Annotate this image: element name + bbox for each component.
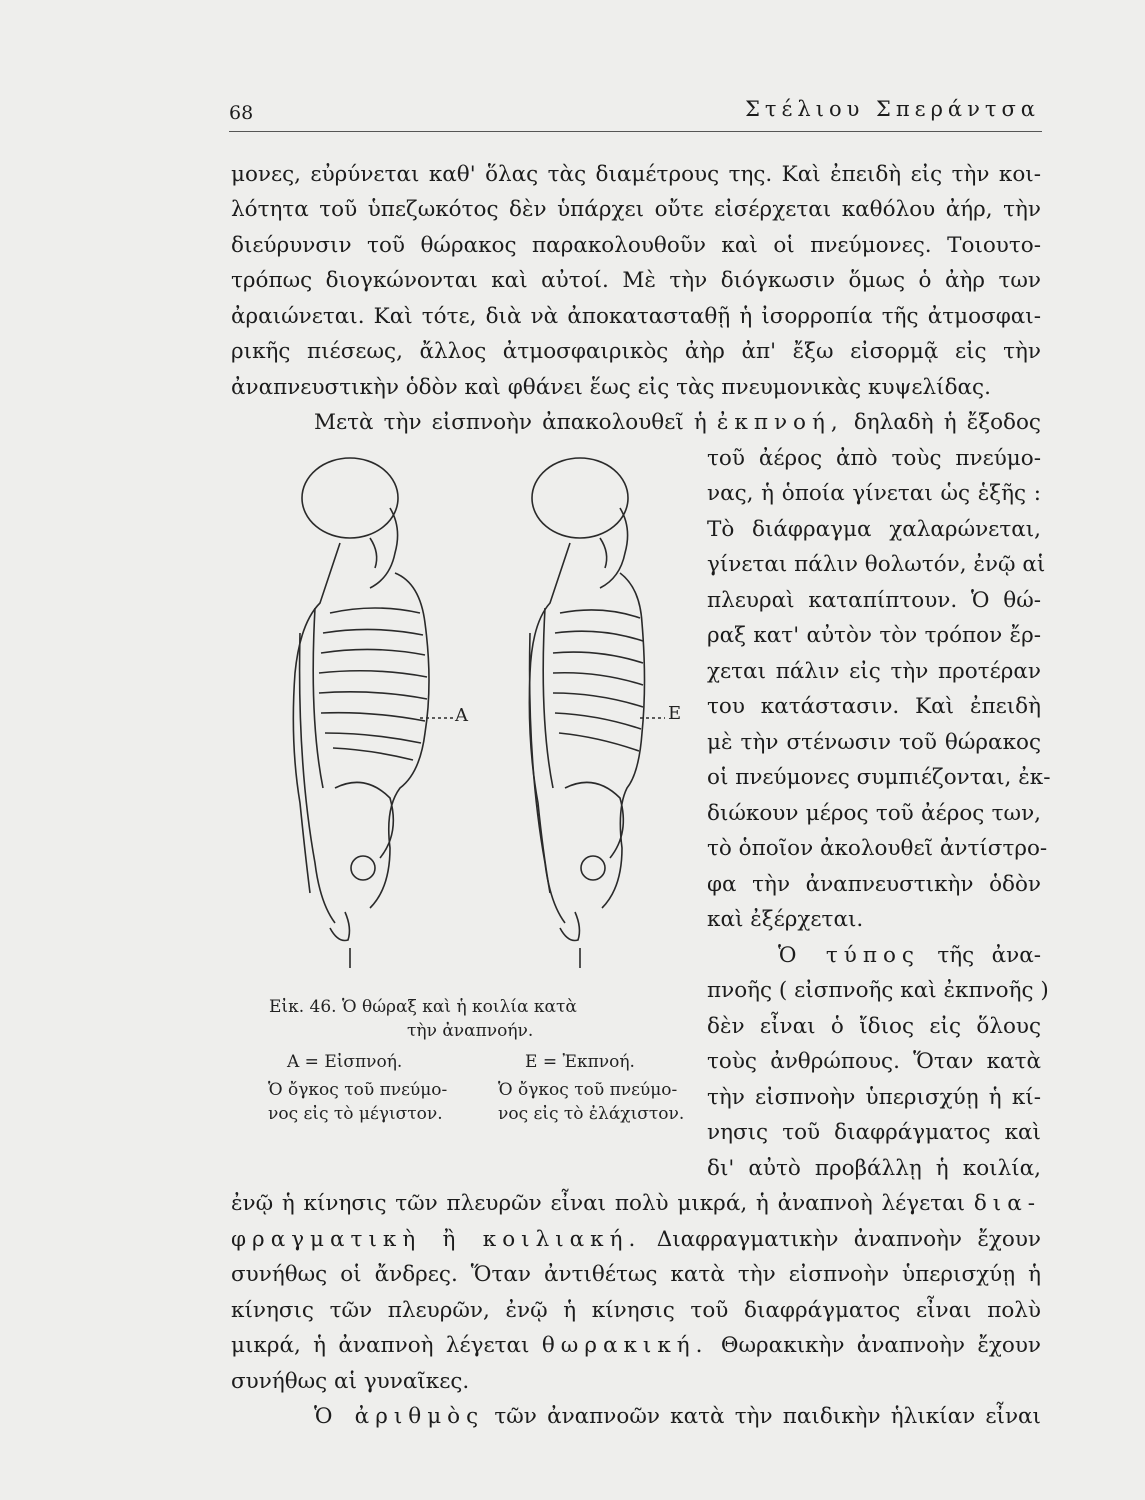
text-line: διεύρυνσιν τοῦ θώρακος παρακολουθοῦν καὶ οἱ πνεύμονες. Τοιουτο- bbox=[231, 233, 1041, 258]
text-line: λότητα τοῦ ὑπεζωκότος δὲν ὑπάρχει οὔτε εἰσέρχεται καθόλου ἀήρ, τὴν bbox=[231, 197, 1041, 222]
skeleton-illustration bbox=[255, 448, 700, 988]
text-run: ἐνῷ ἡ κίνησις τῶν πλευρῶν εἶναι πολὺ μικρά, ἡ ἀναπνοὴ λέγεται bbox=[231, 1191, 966, 1216]
spaced-term: Ὁ ἀριθμὸς bbox=[314, 1404, 485, 1429]
running-title: Στέλιου Σπεράντσα bbox=[745, 97, 1040, 121]
text-line: δι' αὐτὸ προβάλλῃ ἡ κοιλία, bbox=[707, 1156, 1041, 1181]
text-line: διώκουν μέρος τοῦ ἀέρος των, bbox=[707, 801, 1041, 826]
text-line: πλευραὶ καταπίπτουν. Ὁ θώ- bbox=[707, 588, 1041, 613]
page-number: 68 bbox=[229, 102, 254, 124]
legend-a: Α = Εἰσπνοή. bbox=[287, 1052, 403, 1072]
note-a: νος εἰς τὸ μέγιστον. bbox=[268, 1104, 443, 1124]
text-line: οἱ πνεύμονες συμπιέζονται, ἐκ- bbox=[707, 765, 1051, 790]
text-line: νησις τοῦ διαφράγματος καὶ bbox=[707, 1120, 1041, 1145]
text-line bbox=[314, 1401, 1041, 1433]
note-e: νος εἰς τὸ ἐλάχιστον. bbox=[498, 1104, 685, 1124]
text-line: κίνησις τῶν πλευρῶν, ἐνῷ ἡ κίνησις τοῦ διαφράγματος εἶναι πολὺ bbox=[231, 1298, 1041, 1323]
text-line bbox=[231, 1188, 1041, 1220]
spaced-term: Ὁ τύπος bbox=[778, 943, 920, 968]
text-line: μὲ τὴν στένωσιν τοῦ θώρακος bbox=[707, 730, 1041, 755]
text-line: πνοῆς ( εἰσπνοῆς καὶ ἐκπνοῆς ) bbox=[707, 978, 1049, 1003]
spaced-term: φραγματικὴ ἢ κοιλιακή. bbox=[231, 1227, 642, 1252]
text-line: Τὸ διάφραγμα χαλαρώνεται, bbox=[707, 517, 1041, 542]
text-line: ἀραιώνεται. Καὶ τότε, διὰ νὰ ἀποκατασταθῇ ἡ ἰσορροπία τῆς ἀτμοσφαι- bbox=[231, 304, 1041, 329]
text-line: ρικῆς πιέσεως, ἄλλος ἀτμοσφαιρικὸς ἀὴρ ἀπ' ἔξω εἰσορμᾷ εἰς τὴν bbox=[231, 339, 1041, 364]
skeleton-figure-a bbox=[293, 458, 455, 968]
text-line: νας, ἡ ὁποία γίνεται ὡς ἑξῆς : bbox=[707, 481, 1041, 506]
text-line: γίνεται πάλιν θολωτόν, ἐνῷ αἱ bbox=[707, 552, 1046, 577]
text-line: τοὺς ἀνθρώπους. Ὅταν κατὰ bbox=[707, 1049, 1041, 1074]
figure-label-e: E bbox=[668, 703, 682, 724]
figure-caption-line1: Εἰκ. 46. Ὁ θώραξ καὶ ἡ κοιλία κατὰ bbox=[269, 997, 577, 1017]
text-line bbox=[231, 1330, 1041, 1362]
figure-label-a: A bbox=[455, 705, 468, 726]
note-a: Ὁ ὄγκος τοῦ πνεύμο- bbox=[268, 1080, 448, 1100]
text-run: Μετὰ τὴν εἰσπνοὴν ἀπακολουθεῖ ἡ bbox=[314, 410, 707, 435]
spaced-term: δια- bbox=[973, 1191, 1041, 1216]
text-line: τρόπως διογκώνονται καὶ αὐτοί. Μὲ τὴν διόγκωσιν ὅμως ὁ ἀὴρ των bbox=[231, 268, 1041, 293]
text-line: χεται πάλιν εἰς τὴν προτέραν bbox=[707, 659, 1041, 684]
text-line: μονες, εὐρύνεται καθ' ὅλας τὰς διαμέτρους της. Καὶ ἐπειδὴ εἰς τὴν κοι- bbox=[231, 162, 1041, 187]
note-e: Ὁ ὄγκος τοῦ πνεύμο- bbox=[498, 1080, 678, 1100]
text-line: τὴν εἰσπνοὴν ὑπερισχύῃ ἡ κί- bbox=[707, 1085, 1041, 1110]
text-line: συνήθως αἱ γυναῖκες. bbox=[231, 1369, 470, 1394]
text-run: μικρά, ἡ ἀναπνοὴ λέγεται bbox=[231, 1333, 530, 1358]
text-line: φα τὴν ἀναπνευστικὴν ὁδὸν bbox=[707, 872, 1041, 897]
text-run: τῆς ἀνα- bbox=[937, 943, 1041, 968]
text-line: τὸ ὁποῖον ἀκολουθεῖ ἀντίστρο- bbox=[707, 836, 1048, 861]
text-line: καὶ ἐξέρχεται. bbox=[707, 907, 864, 932]
text-line bbox=[231, 1224, 1041, 1256]
text-run: Διαφραγματικὴν ἀναπνοὴν ἔχουν bbox=[656, 1227, 1041, 1252]
text-line: τοῦ ἀέρος ἀπὸ τοὺς πνεύμο- bbox=[707, 446, 1041, 471]
text-line: συνήθως οἱ ἄνδρες. Ὅταν ἀντιθέτως κατὰ τὴν εἰσπνοὴν ὑπερισχύῃ ἡ bbox=[231, 1262, 1041, 1287]
text-run: Θωρακικὴν ἀναπνοὴν ἔχουν bbox=[720, 1333, 1041, 1358]
text-line: ραξ κατ' αὐτὸν τὸν τρόπον ἔρ- bbox=[707, 623, 1041, 648]
text-run: τῶν ἀναπνοῶν κατὰ τὴν παιδικὴν ἡλικίαν εἶναι bbox=[494, 1404, 1041, 1429]
text-line: ἀναπνευστικὴν ὁδὸν καὶ φθάνει ἕως εἰς τὰς πνευμονικὰς κυψελίδας. bbox=[231, 375, 991, 400]
header-rule bbox=[229, 131, 1042, 132]
figure-caption-line2: τὴν ἀναπνοήν. bbox=[407, 1021, 534, 1041]
text-line: δὲν εἶναι ὁ ἴδιος εἰς ὅλους bbox=[707, 1014, 1041, 1039]
text-line bbox=[314, 407, 1041, 439]
text-line: του κατάστασιν. Καὶ ἐπειδὴ bbox=[707, 694, 1041, 719]
figure-46 bbox=[255, 448, 700, 988]
spaced-term: θωρακική. bbox=[541, 1333, 709, 1358]
text-line bbox=[778, 940, 1041, 972]
legend-e: Ε = Ἐκπνοή. bbox=[525, 1052, 635, 1072]
text-run: δηλαδὴ ἡ ἔξοδος bbox=[853, 410, 1041, 435]
spaced-term: ἐκπνοή, bbox=[716, 410, 844, 435]
skeleton-figure-e bbox=[529, 458, 665, 968]
